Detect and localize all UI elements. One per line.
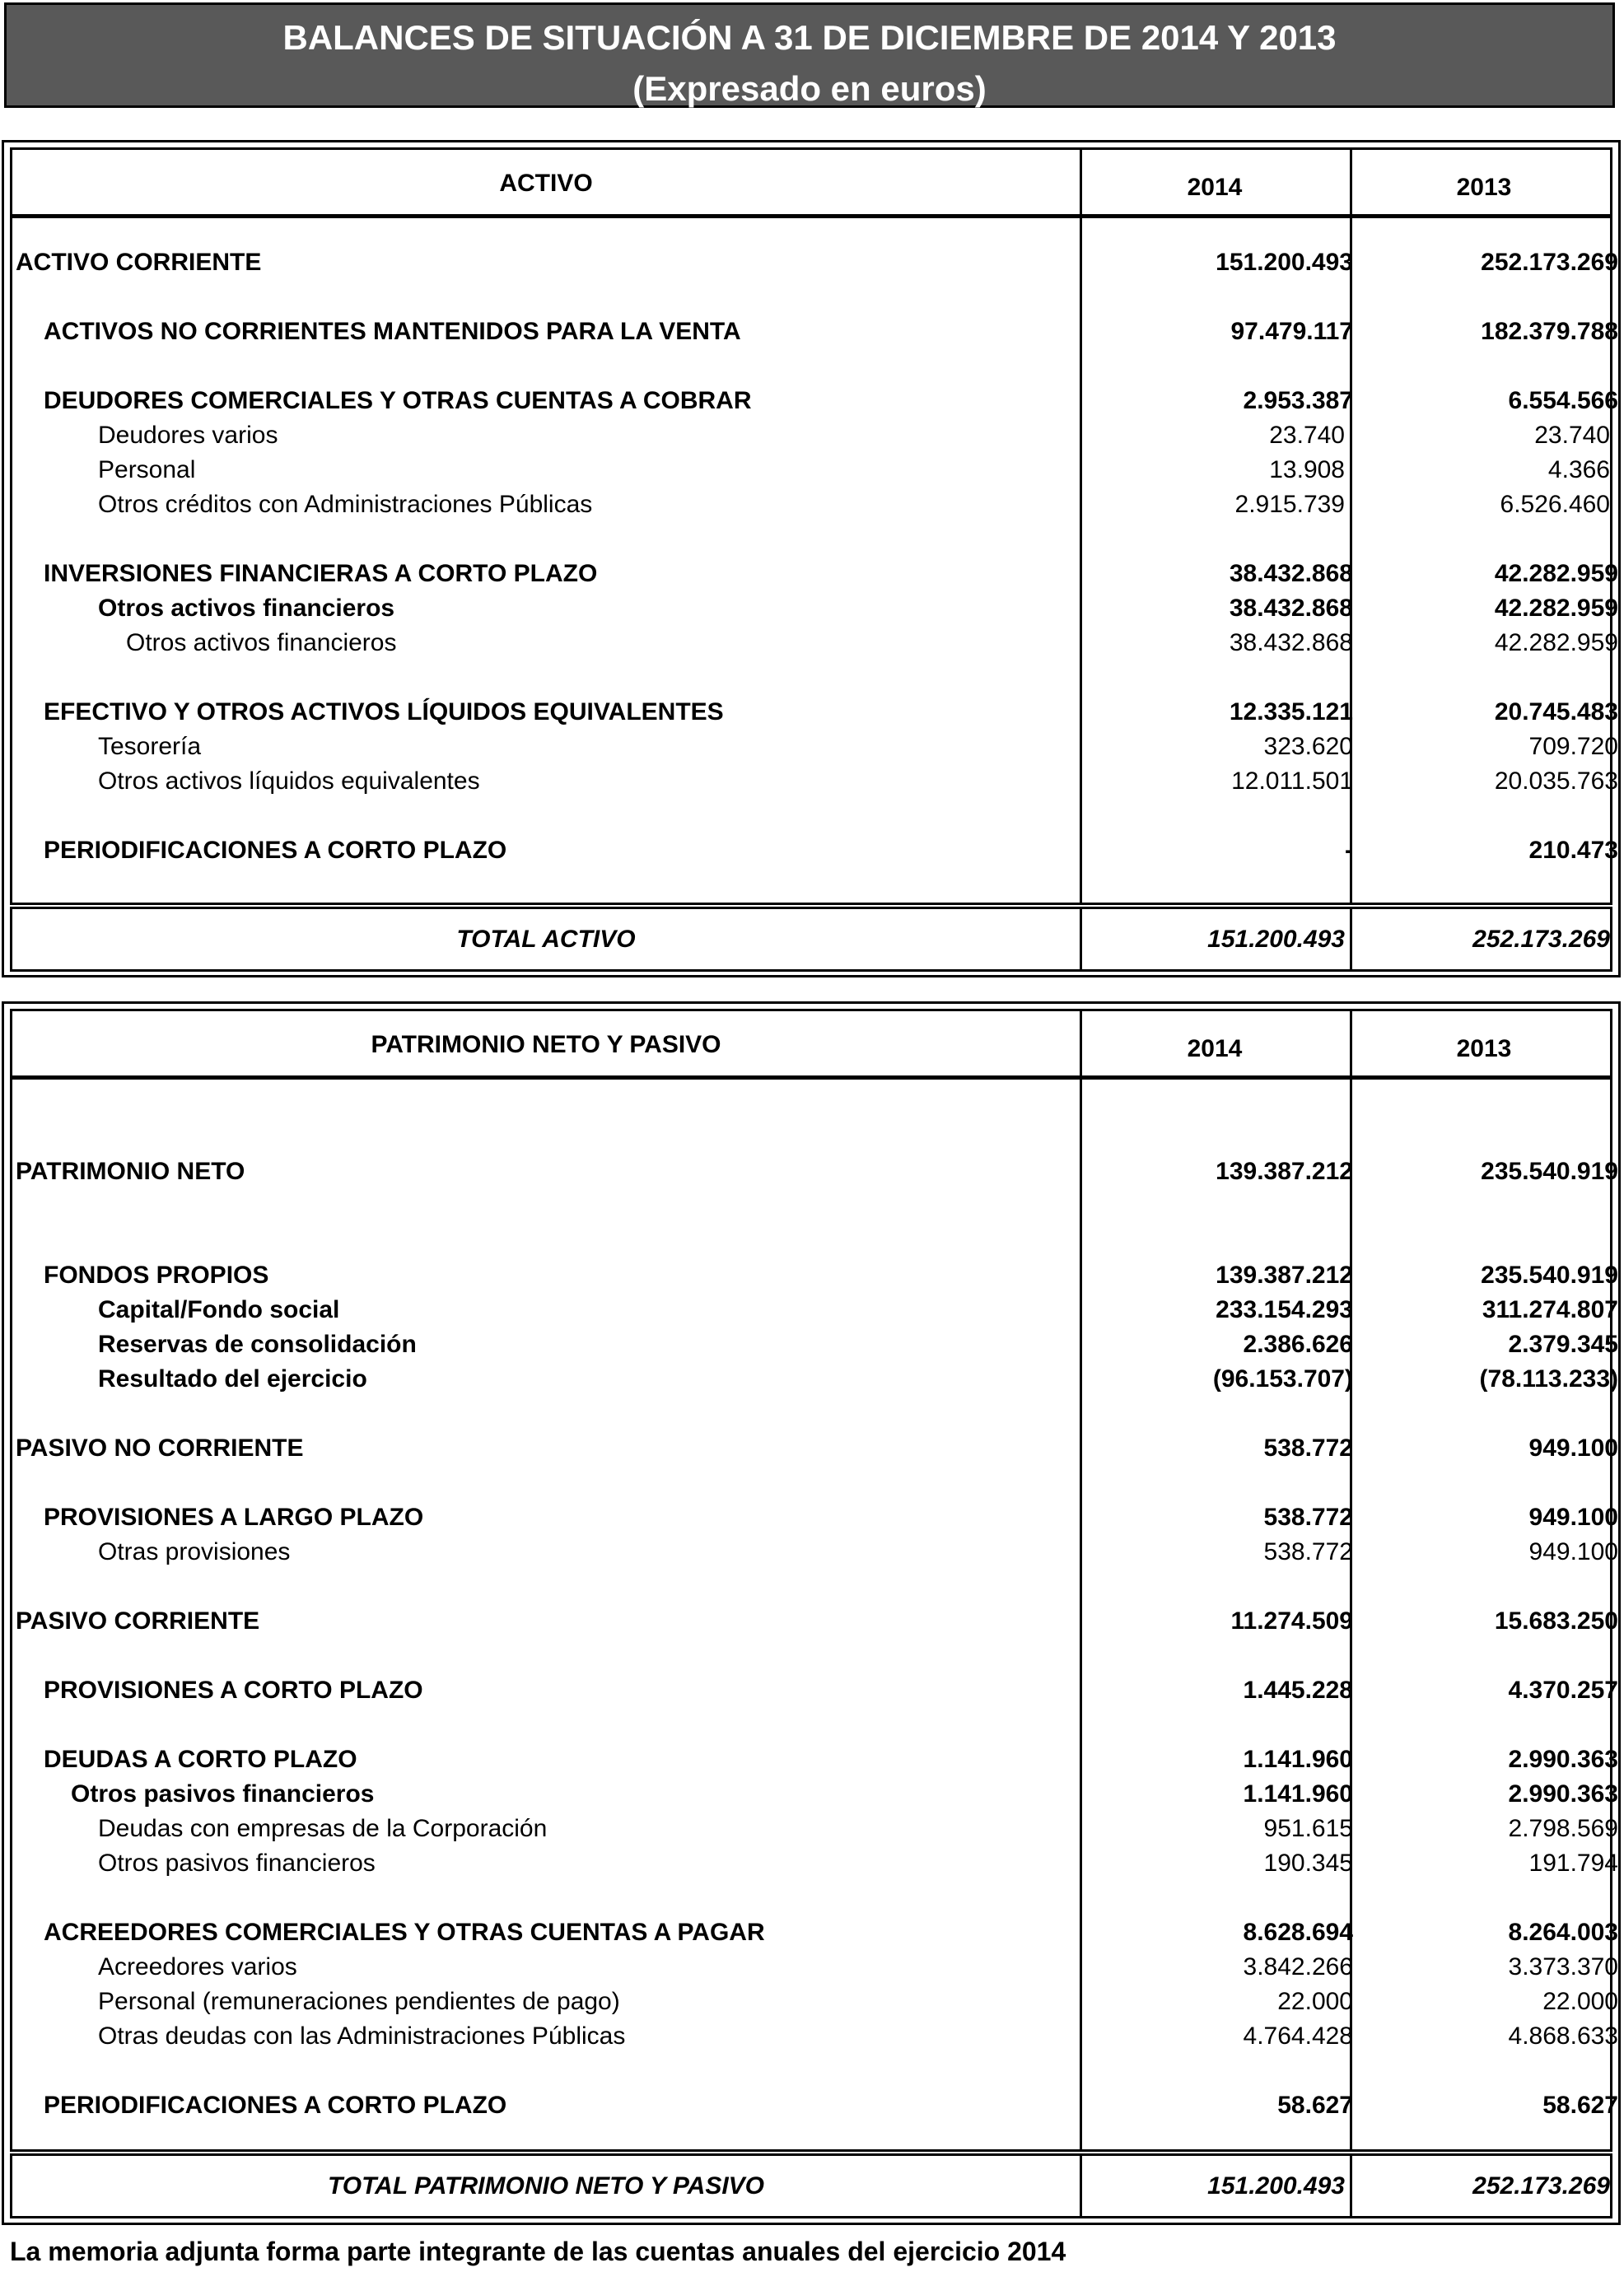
value-2013: (78.113.233) [1479,1365,1618,1393]
activo-header-year-2013: 2013 [1456,174,1512,201]
value-2013: 191.794 [1528,1850,1618,1877]
value-2014: 233.154.293 [1216,1296,1353,1323]
table-row [12,1504,1618,1538]
value-2013: 235.540.919 [1481,1262,1618,1289]
value-2014: 151.200.493 [1207,2172,1345,2200]
table-row [12,422,1618,456]
table-row [12,2022,1618,2057]
row-label: Otros activos financieros [126,629,397,656]
table-row [12,1538,1618,1573]
table-row [12,1919,1618,1953]
row-label: ACREEDORES COMERCIALES Y OTRAS CUENTAS A PAGAR [44,1919,765,1946]
report-subtitle: (Expresado en euros) [632,69,987,108]
table-row [12,733,1618,767]
row-label: Otros créditos con Administraciones Públicas [98,491,593,518]
pasivo-body [10,1077,1618,2152]
table-row [12,249,1618,283]
value-2014: - [1345,837,1353,864]
value-2014: 151.200.493 [1207,926,1345,953]
footer-note: La memoria adjunta forma parte integrante de las cuentas anuales del ejercicio 2014 [10,2237,1066,2266]
row-label: DEUDAS A CORTO PLAZO [44,1746,357,1773]
pasivo-header-year-2013: 2013 [1456,1035,1512,1062]
value-2014: 12.011.501 [1231,767,1353,795]
table-row [12,1365,1618,1400]
pasivo-header-year-2014: 2014 [1187,1035,1243,1062]
report-title-banner [4,2,1615,108]
value-2014: 139.387.212 [1216,1262,1353,1289]
row-label: Reservas de consolidación [98,1331,417,1358]
table-row [12,560,1618,595]
activo-header-label: ACTIVO [499,170,593,197]
value-2014: 12.335.121 [1229,698,1353,725]
table-row [12,1607,1618,1642]
value-2013: 235.540.919 [1481,1158,1618,1185]
table-row [12,1435,1618,1469]
value-2013: 311.274.807 [1482,1296,1618,1323]
value-2014: 2.953.387 [1243,387,1353,414]
value-2013: 20.035.763 [1494,767,1618,795]
value-2014: 38.432.868 [1229,595,1353,622]
row-label: Resultado del ejercicio [98,1365,367,1393]
row-label: Deudas con empresas de la Corporación [98,1815,548,1842]
value-2014: 13.908 [1269,456,1345,483]
row-label: Personal [98,456,196,483]
value-2014: 2.386.626 [1243,1331,1353,1358]
value-2014: 23.740 [1269,422,1345,449]
value-2013: 8.264.003 [1508,1919,1618,1946]
value-2014: 38.432.868 [1229,629,1353,656]
value-2014: 58.627 [1277,2092,1353,2119]
value-2014: 8.628.694 [1243,1919,1353,1946]
value-2013: 6.526.460 [1500,491,1610,518]
value-2014: 538.772 [1263,1538,1353,1565]
value-2013: 709.720 [1528,733,1618,760]
row-label: Otros activos financieros [98,595,395,622]
activo-header-year-2014: 2014 [1187,174,1243,201]
value-2013: 6.554.566 [1508,387,1618,414]
table-row [12,1988,1618,2022]
total-row [12,926,1618,960]
activo-body [10,216,1618,905]
table-row [12,2092,1618,2126]
value-2013: 4.868.633 [1508,2022,1618,2050]
row-label: PROVISIONES A LARGO PLAZO [44,1504,424,1531]
row-label: INVERSIONES FINANCIERAS A CORTO PLAZO [44,560,598,587]
pasivo-header-label: PATRIMONIO NETO Y PASIVO [371,1031,721,1058]
table-row [12,629,1618,664]
value-2013: 210.473 [1528,837,1618,864]
table-row [12,456,1618,491]
value-2013: 2.990.363 [1508,1780,1618,1808]
value-2013: 252.173.269 [1472,2172,1610,2200]
value-2013: 42.282.959 [1494,595,1618,622]
activo-header [10,147,1612,217]
value-2013: 2.798.569 [1508,1815,1618,1842]
value-2014: 4.764.428 [1243,2022,1353,2050]
table-row [12,1850,1618,1884]
row-label: PROVISIONES A CORTO PLAZO [44,1677,423,1704]
table-row [12,767,1618,802]
table-row [12,1780,1618,1815]
table-row [12,595,1618,629]
row-label: DEUDORES COMERCIALES Y OTRAS CUENTAS A COBRAR [44,387,752,414]
value-2013: 2.990.363 [1508,1746,1618,1773]
table-row [12,1677,1618,1711]
value-2014: 538.772 [1263,1435,1353,1462]
table-row [12,698,1618,733]
table-row [12,1331,1618,1365]
value-2013: 20.745.483 [1494,698,1618,725]
value-2014: 139.387.212 [1216,1158,1353,1185]
total-row [12,2172,1618,2207]
row-label: FONDOS PROPIOS [44,1262,269,1289]
value-2014: 190.345 [1263,1850,1353,1877]
value-2014: 2.915.739 [1234,491,1345,518]
value-2014: 38.432.868 [1229,560,1353,587]
value-2013: 3.373.370 [1508,1953,1618,1980]
table-row [12,491,1618,525]
row-label: ACTIVO CORRIENTE [16,249,262,276]
row-label: PASIVO CORRIENTE [16,1607,260,1635]
table-row [12,1262,1618,1296]
value-2014: 97.479.117 [1230,318,1353,345]
value-2013: 2.379.345 [1508,1331,1618,1358]
row-label: Capital/Fondo social [98,1296,340,1323]
value-2013: 252.173.269 [1472,926,1610,953]
row-label: Otros pasivos financieros [98,1850,376,1877]
table-row [12,318,1618,352]
activo-table [2,140,1621,977]
value-2013: 182.379.788 [1481,318,1618,345]
value-2014: 22.000 [1277,1988,1353,2015]
value-2013: 58.627 [1542,2092,1618,2119]
table-row [12,1296,1618,1331]
value-2014: 538.772 [1263,1504,1353,1531]
row-label: PATRIMONIO NETO [16,1158,245,1185]
row-label: PERIODIFICACIONES A CORTO PLAZO [44,837,507,864]
total-pasivo-label: TOTAL PATRIMONIO NETO Y PASIVO [327,2172,765,2200]
value-2013: 15.683.250 [1494,1607,1618,1635]
value-2013: 22.000 [1542,1988,1618,2015]
value-2014: 11.274.509 [1230,1607,1353,1635]
row-label: Acreedores varios [98,1953,297,1980]
value-2014: 151.200.493 [1216,249,1353,276]
pasivo-total [10,2153,1612,2218]
value-2014: (96.153.707) [1212,1365,1353,1393]
value-2013: 4.370.257 [1508,1677,1618,1704]
row-label: Otras provisiones [98,1538,291,1565]
row-label: Otros activos líquidos equivalentes [98,767,480,795]
value-2014: 1.141.960 [1243,1746,1353,1773]
total-activo-label: TOTAL ACTIVO [456,926,636,953]
value-2013: 252.173.269 [1481,249,1618,276]
value-2013: 4.366 [1547,456,1610,483]
table-row [12,1815,1618,1850]
value-2013: 42.282.959 [1494,560,1618,587]
pasivo-table [2,1001,1621,2225]
table-row [12,1746,1618,1780]
row-label: EFECTIVO Y OTROS ACTIVOS LÍQUIDOS EQUIVALENTES [44,698,724,725]
table-row [12,1158,1618,1192]
value-2014: 3.842.266 [1243,1953,1353,1980]
table-row [12,387,1618,422]
value-2014: 1.141.960 [1243,1780,1353,1808]
row-label: PERIODIFICACIONES A CORTO PLAZO [44,2092,507,2119]
pasivo-header [10,1009,1612,1078]
value-2014: 951.615 [1263,1815,1353,1842]
value-2013: 949.100 [1528,1538,1618,1565]
row-label: Otras deudas con las Administraciones Públicas [98,2022,626,2050]
table-row [12,837,1618,871]
row-label: Personal (remuneraciones pendientes de pago) [98,1988,620,2015]
row-label: Deudores varios [98,422,278,449]
value-2013: 949.100 [1528,1504,1618,1531]
report-title: BALANCES DE SITUACIÓN A 31 DE DICIEMBRE DE 2014 Y 2013 [282,18,1337,57]
row-label: Tesorería [98,733,202,760]
row-label: Otros pasivos financieros [71,1780,375,1808]
row-label: PASIVO NO CORRIENTE [16,1435,304,1462]
value-2014: 1.445.228 [1243,1677,1353,1704]
activo-total [10,907,1612,972]
value-2013: 23.740 [1534,422,1610,449]
value-2014: 323.620 [1263,733,1353,760]
table-row [12,1953,1618,1988]
value-2013: 42.282.959 [1494,629,1618,656]
value-2013: 949.100 [1528,1435,1618,1462]
row-label: ACTIVOS NO CORRIENTES MANTENIDOS PARA LA VENTA [44,318,741,345]
